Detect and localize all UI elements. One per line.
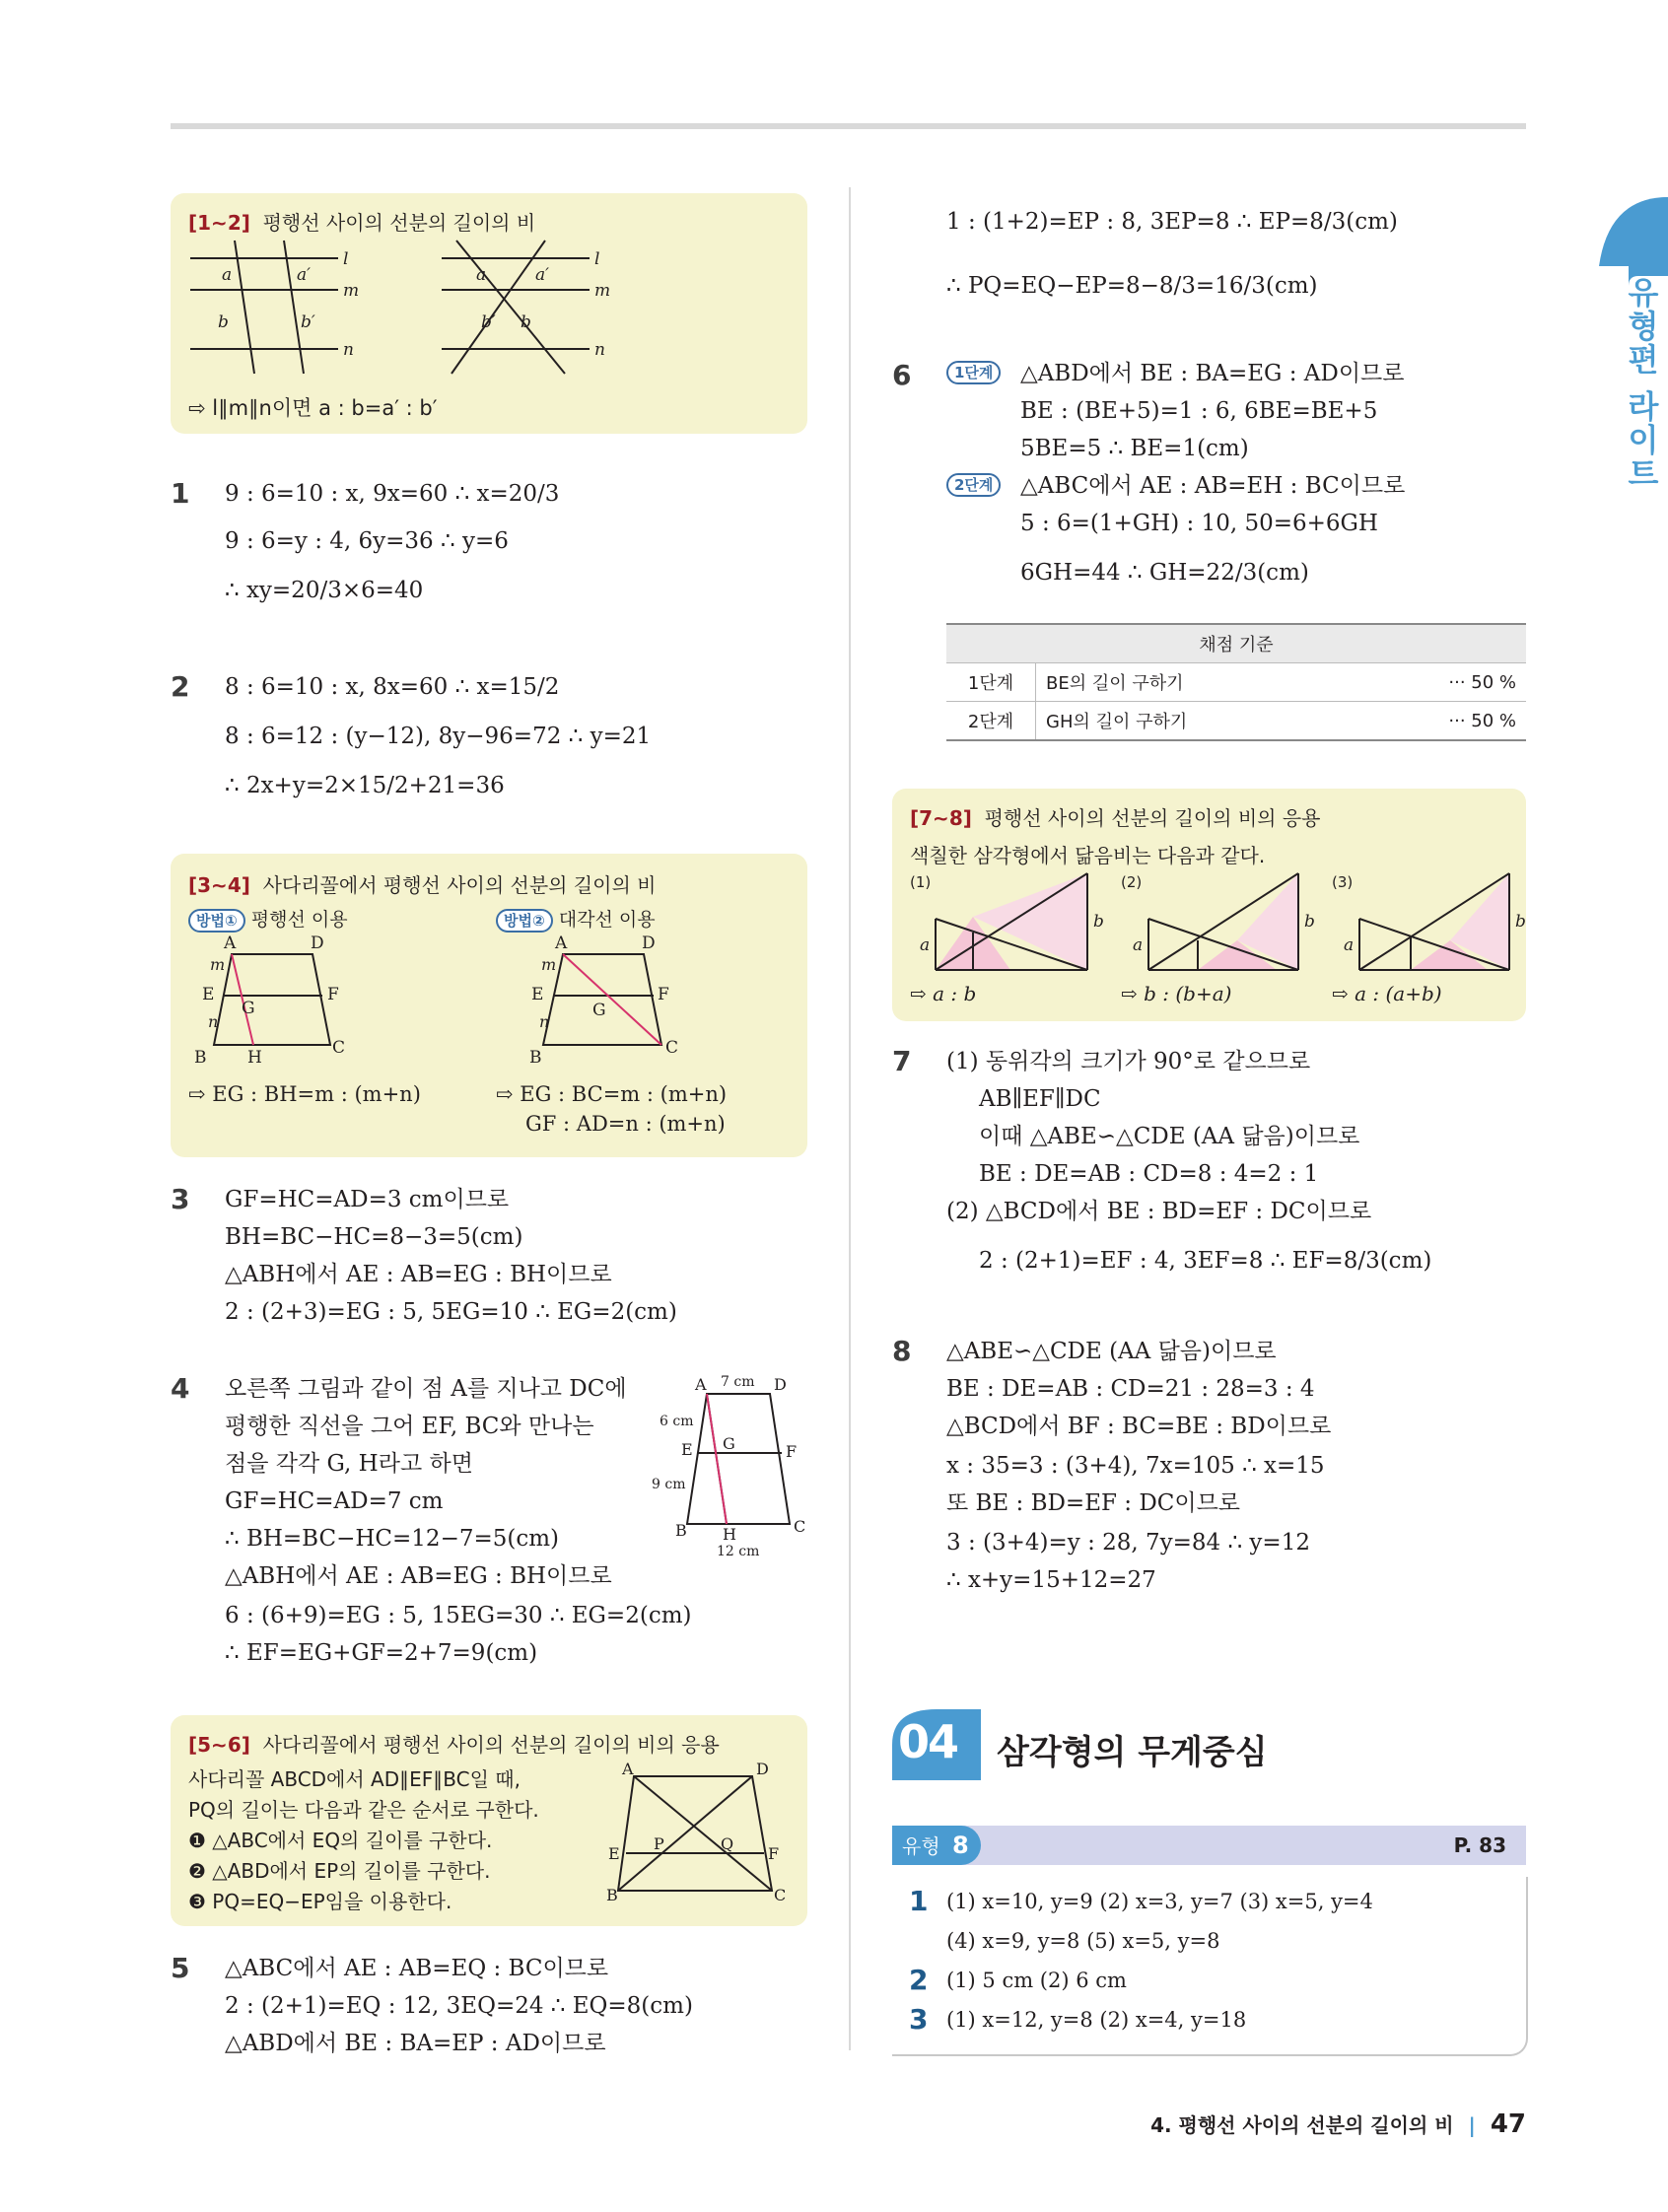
p6-line-3: 5BE=5 ∴ BE=1(cm) bbox=[1020, 436, 1249, 461]
method-1-label: 평행선 이용 bbox=[250, 909, 348, 931]
side-tab-label: 유형편 라이트 bbox=[1623, 276, 1660, 491]
label-G: G bbox=[723, 1434, 735, 1453]
box-5-6-body bbox=[188, 1764, 539, 1917]
label-a: a bbox=[222, 265, 233, 285]
p7-line-6: 2 : (2+1)=EF : 4, 3EF=8 ∴ EF=8/3(cm) bbox=[979, 1248, 1432, 1274]
p8-line-4: x : 35=3 : (3+4), 7x=105 ∴ x=15 bbox=[946, 1453, 1325, 1479]
side-tab bbox=[1569, 197, 1668, 522]
problem-number-5: 5 bbox=[171, 1952, 190, 1984]
label-B: B bbox=[194, 1048, 207, 1068]
score-step: 1단계 bbox=[946, 663, 1036, 702]
ans-2-line-1: (1) 5 cm (2) 6 cm bbox=[946, 1969, 1127, 1992]
footer-divider: | bbox=[1468, 2113, 1476, 2137]
label-P: P bbox=[654, 1834, 664, 1853]
score-step: 2단계 bbox=[946, 702, 1036, 741]
label-D: D bbox=[774, 1375, 787, 1394]
p5-line-1: △ABC에서 AE : AB=EQ : BC이므로 bbox=[225, 1956, 609, 1981]
box-number: [1∼2] bbox=[188, 211, 250, 235]
page-number: 47 bbox=[1490, 2109, 1526, 2139]
ans-1-line-2: (4) x=9, y=8 (5) x=5, y=8 bbox=[946, 1929, 1220, 1953]
type-number: 8 bbox=[952, 1832, 969, 1859]
p7-line-5: (2) △BCD에서 BE : BD=EF : DC이므로 bbox=[946, 1199, 1372, 1224]
label-E: E bbox=[608, 1844, 620, 1863]
caption-1: ⇨ a : b bbox=[910, 982, 977, 1005]
p4-line-7: 6 : (6+9)=EG : 5, 15EG=30 ∴ EG=2(cm) bbox=[225, 1603, 692, 1628]
problem-number-1: 1 bbox=[171, 477, 190, 510]
fig-label-3: (3) bbox=[1332, 873, 1354, 891]
label-b-prime: b′ bbox=[301, 312, 315, 332]
table-row bbox=[946, 663, 1526, 702]
p7-line-1: (1) 동위각의 크기가 90°로 같으므로 bbox=[946, 1049, 1311, 1074]
p7-line-2: AB∥EF∥DC bbox=[979, 1086, 1101, 1112]
method-1-tag: 방법① bbox=[188, 909, 245, 933]
p3-line-2: BH=BC−HC=8−3=5(cm) bbox=[225, 1224, 523, 1250]
ans-1-line-1: (1) x=10, y=9 (2) x=3, y=7 (3) x=5, y=4 bbox=[946, 1890, 1373, 1913]
label-6cm: 6 cm bbox=[660, 1414, 694, 1429]
label-n-2: n bbox=[594, 340, 605, 360]
box-title bbox=[188, 869, 656, 898]
box-title bbox=[188, 1729, 720, 1758]
p6-line-2: BE : (BE+5)=1 : 6, 6BE=BE+5 bbox=[1020, 398, 1378, 424]
type-badge bbox=[892, 1826, 981, 1865]
label-E-2: E bbox=[531, 985, 544, 1004]
p6-step-1-tag bbox=[946, 361, 1001, 384]
label-H: H bbox=[247, 1048, 262, 1068]
p8-line-6: 3 : (3+4)=y : 28, 7y=84 ∴ y=12 bbox=[946, 1530, 1310, 1555]
trapezoid-diagrams bbox=[184, 933, 796, 1068]
p8-line-1: △ABE∽△CDE (AA 닮음)이므로 bbox=[946, 1339, 1277, 1364]
scoring-header: 채점 기준 bbox=[946, 625, 1526, 663]
p5-line-2: 2 : (2+1)=EQ : 12, 3EQ=24 ∴ EQ=8(cm) bbox=[225, 1993, 693, 2019]
label-H: H bbox=[723, 1525, 736, 1544]
label-a-prime: a′ bbox=[297, 265, 311, 285]
type-label: 유형 bbox=[902, 1834, 940, 1858]
label-A-2: A bbox=[555, 933, 568, 953]
box-number: [3∼4] bbox=[188, 873, 250, 897]
ans-number-1: 1 bbox=[909, 1885, 929, 1917]
problem-number-2: 2 bbox=[171, 670, 190, 703]
p4-line-3: 점을 각각 G, H라고 하면 bbox=[225, 1451, 473, 1477]
label-A: A bbox=[622, 1760, 634, 1778]
concept-box-3-4 bbox=[171, 854, 807, 1157]
label-b-2: b bbox=[1304, 912, 1315, 932]
label-F: F bbox=[327, 985, 339, 1004]
label-A: A bbox=[695, 1375, 707, 1394]
p3-line-4: 2 : (2+3)=EG : 5, 5EG=10 ∴ EG=2(cm) bbox=[225, 1299, 677, 1325]
label-F: F bbox=[786, 1442, 798, 1461]
problem-4-trapezoid-figure bbox=[646, 1370, 818, 1567]
label-m: m bbox=[210, 955, 226, 974]
label-7cm: 7 cm bbox=[721, 1374, 755, 1390]
p6-step-2-tag bbox=[946, 473, 1001, 497]
label-a: a bbox=[920, 935, 931, 955]
box-line-2: PQ의 길이는 다음과 같은 순서로 구한다. bbox=[188, 1798, 539, 1822]
p4-line-8: ∴ EF=EG+GF=2+7=9(cm) bbox=[225, 1640, 538, 1666]
p1-line-1: 9 : 6=10 : x, 9x=60 ∴ x=20/3 bbox=[225, 481, 560, 507]
concept-box-5-6 bbox=[171, 1715, 807, 1926]
label-a-3: a bbox=[1344, 935, 1355, 955]
footer bbox=[1150, 2109, 1526, 2139]
concept-box-1-2 bbox=[171, 193, 807, 434]
column-divider bbox=[849, 187, 851, 2050]
step-2-pill: 2단계 bbox=[946, 473, 1001, 497]
label-D-2: D bbox=[642, 933, 656, 953]
similar-triangle-diagrams bbox=[912, 871, 1526, 980]
box-line-5: ❸ PQ=EQ−EP임을 이용한다. bbox=[188, 1890, 452, 1913]
caption-3: ⇨ a : (a+b) bbox=[1332, 982, 1442, 1005]
label-Q: Q bbox=[721, 1834, 734, 1853]
label-a-2: a bbox=[476, 265, 487, 285]
p5-cont-line-1: 1 : (1+2)=EP : 8, 3EP=8 ∴ EP=8/3(cm) bbox=[946, 209, 1398, 235]
parallel-lines-diagram bbox=[190, 241, 703, 379]
p7-line-4: BE : DE=AB : CD=8 : 4=2 : 1 bbox=[979, 1161, 1319, 1187]
problem-number-6: 6 bbox=[892, 359, 912, 391]
problem-number-3: 3 bbox=[171, 1183, 190, 1215]
problem-number-8: 8 bbox=[892, 1335, 912, 1367]
label-b-prime-2: b′ bbox=[481, 312, 496, 332]
label-D: D bbox=[311, 933, 324, 953]
label-D: D bbox=[756, 1760, 769, 1778]
box-number: [5∼6] bbox=[188, 1733, 250, 1757]
label-n-2: n bbox=[539, 1012, 550, 1031]
label-B: B bbox=[675, 1521, 687, 1540]
p4-line-6: △ABH에서 AE : AB=EG : BH이므로 bbox=[225, 1563, 612, 1589]
label-12cm: 12 cm bbox=[717, 1544, 760, 1559]
p3-line-1: GF=HC=AD=3 cm이므로 bbox=[225, 1187, 510, 1212]
scoring-table bbox=[946, 623, 1526, 741]
box-title bbox=[188, 207, 535, 236]
method-2 bbox=[496, 905, 656, 933]
label-F: F bbox=[768, 1844, 780, 1863]
caption-2: ⇨ b : (b+a) bbox=[1121, 982, 1232, 1005]
label-9cm: 9 cm bbox=[652, 1477, 686, 1492]
score-pct: ··· 50 % bbox=[1354, 663, 1526, 702]
label-C: C bbox=[774, 1886, 787, 1904]
footer-chapter: 4. 평행선 사이의 선분의 길이의 비 bbox=[1150, 2113, 1454, 2137]
label-B: B bbox=[606, 1886, 618, 1904]
box-number: [7∼8] bbox=[910, 806, 972, 830]
p8-line-3: △BCD에서 BF : BC=BE : BD이므로 bbox=[946, 1414, 1332, 1439]
p7-line-3: 이때 △ABE∽△CDE (AA 닮음)이므로 bbox=[979, 1124, 1360, 1149]
label-m-2: m bbox=[594, 281, 611, 301]
label-B-2: B bbox=[529, 1048, 542, 1068]
box-title-text: 사다리꼴에서 평행선 사이의 선분의 길이의 비 bbox=[262, 873, 657, 897]
method-2-result-1: ⇨ EG : BC=m : (m+n) bbox=[496, 1082, 728, 1106]
fig-label-1: (1) bbox=[910, 873, 932, 891]
label-a-2: a bbox=[1133, 935, 1144, 955]
p1-line-3: ∴ xy=20/3×6=40 bbox=[225, 578, 424, 603]
label-l-2: l bbox=[594, 249, 600, 269]
box-subtitle: 색칠한 삼각형에서 닮음비는 다음과 같다. bbox=[910, 844, 1266, 867]
problem-number-4: 4 bbox=[171, 1372, 190, 1405]
p2-line-2: 8 : 6=12 : (y−12), 8y−96=72 ∴ y=21 bbox=[225, 724, 652, 749]
score-desc: BE의 길이 구하기 bbox=[1036, 663, 1355, 702]
p4-line-2: 평행한 직선을 그어 EF, BC와 만나는 bbox=[225, 1414, 594, 1439]
label-a-prime-2: a′ bbox=[535, 265, 549, 285]
p8-line-5: 또 BE : BD=EF : DC이므로 bbox=[946, 1490, 1241, 1516]
method-2-result-2: GF : AD=n : (m+n) bbox=[525, 1112, 726, 1136]
p5-line-3: △ABD에서 BE : BA=EP : AD이므로 bbox=[225, 2031, 606, 2056]
p4-line-1: 오른쪽 그림과 같이 점 A를 지나고 DC에 bbox=[225, 1376, 627, 1402]
label-F-2: F bbox=[658, 985, 669, 1004]
label-b-3: b bbox=[1515, 912, 1526, 932]
label-l: l bbox=[343, 249, 349, 269]
p3-line-3: △ABH에서 AE : AB=EG : BH이므로 bbox=[225, 1262, 612, 1287]
box-title-text: 평행선 사이의 선분의 길이의 비 bbox=[262, 211, 536, 235]
box-title-text: 평행선 사이의 선분의 길이의 비의 응용 bbox=[984, 806, 1321, 830]
p1-line-2: 9 : 6=y : 4, 6y=36 ∴ y=6 bbox=[225, 528, 509, 554]
type-bar bbox=[892, 1826, 1526, 1865]
method-2-tag: 방법② bbox=[496, 909, 553, 933]
ans-3-line-1: (1) x=12, y=8 (2) x=4, y=18 bbox=[946, 2008, 1247, 2032]
p4-line-5: ∴ BH=BC−HC=12−7=5(cm) bbox=[225, 1526, 560, 1552]
section-title: 삼각형의 무게중심 bbox=[997, 1733, 1268, 1772]
p5-cont-line-2: ∴ PQ=EQ−EP=8−8/3=16/3(cm) bbox=[946, 273, 1318, 299]
score-pct: ··· 50 % bbox=[1354, 702, 1526, 741]
label-b: b bbox=[1093, 912, 1104, 932]
label-m-2: m bbox=[541, 955, 557, 974]
section-header bbox=[892, 1709, 1268, 1784]
label-E: E bbox=[202, 985, 215, 1004]
label-b: b bbox=[218, 312, 229, 332]
p6-line-1: △ABD에서 BE : BA=EG : AD이므로 bbox=[1020, 361, 1405, 386]
box-title bbox=[910, 802, 1321, 831]
method-1 bbox=[188, 905, 348, 933]
label-A: A bbox=[224, 933, 237, 953]
p6-line-6: 6GH=44 ∴ GH=22/3(cm) bbox=[1020, 560, 1309, 586]
label-n: n bbox=[208, 1012, 219, 1031]
p6-line-4: △ABC에서 AE : AB=EH : BC이므로 bbox=[1020, 473, 1406, 499]
label-G-2: G bbox=[592, 1001, 606, 1020]
label-n: n bbox=[343, 340, 354, 360]
ans-number-3: 3 bbox=[909, 2003, 929, 2036]
box-5-6-diagram bbox=[604, 1761, 801, 1908]
rule-text: ⇨ l∥m∥n이면 a : b=a′ : b′ bbox=[188, 396, 438, 420]
p8-line-2: BE : DE=AB : CD=21 : 28=3 : 4 bbox=[946, 1376, 1315, 1402]
p6-line-5: 5 : 6=(1+GH) : 10, 50=6+6GH bbox=[1020, 511, 1378, 536]
label-m: m bbox=[343, 281, 360, 301]
step-1-pill: 1단계 bbox=[946, 361, 1001, 384]
p4-line-4: GF=HC=AD=7 cm bbox=[225, 1488, 444, 1514]
label-b-2: b bbox=[521, 312, 531, 332]
type-page: P. 83 bbox=[1453, 1833, 1506, 1857]
section-number: 04 bbox=[898, 1715, 958, 1768]
p8-line-7: ∴ x+y=15+12=27 bbox=[946, 1567, 1156, 1593]
box-line-1: 사다리꼴 ABCD에서 AD∥EF∥BC일 때, bbox=[188, 1767, 521, 1791]
table-row bbox=[946, 702, 1526, 741]
box-line-4: ❷ △ABD에서 EP의 길이를 구한다. bbox=[188, 1859, 491, 1883]
box-line-3: ❶ △ABC에서 EQ의 길이를 구한다. bbox=[188, 1829, 493, 1852]
box-title-text: 사다리꼴에서 평행선 사이의 선분의 길이의 비의 응용 bbox=[262, 1733, 720, 1757]
label-C-2: C bbox=[665, 1038, 679, 1058]
label-C: C bbox=[332, 1038, 346, 1058]
fig-label-2: (2) bbox=[1121, 873, 1143, 891]
top-rule bbox=[171, 123, 1526, 129]
problem-number-7: 7 bbox=[892, 1045, 912, 1077]
score-desc: GH의 길이 구하기 bbox=[1036, 702, 1355, 741]
label-G: G bbox=[242, 999, 255, 1018]
method-1-result: ⇨ EG : BH=m : (m+n) bbox=[188, 1082, 421, 1106]
label-E: E bbox=[681, 1440, 693, 1459]
ans-number-2: 2 bbox=[909, 1964, 929, 1996]
p2-line-3: ∴ 2x+y=2×15/2+21=36 bbox=[225, 773, 505, 798]
label-C: C bbox=[794, 1517, 806, 1536]
method-2-label: 대각선 이용 bbox=[558, 909, 656, 931]
concept-box-7-8 bbox=[892, 789, 1526, 1021]
p2-line-1: 8 : 6=10 : x, 8x=60 ∴ x=15/2 bbox=[225, 674, 560, 700]
